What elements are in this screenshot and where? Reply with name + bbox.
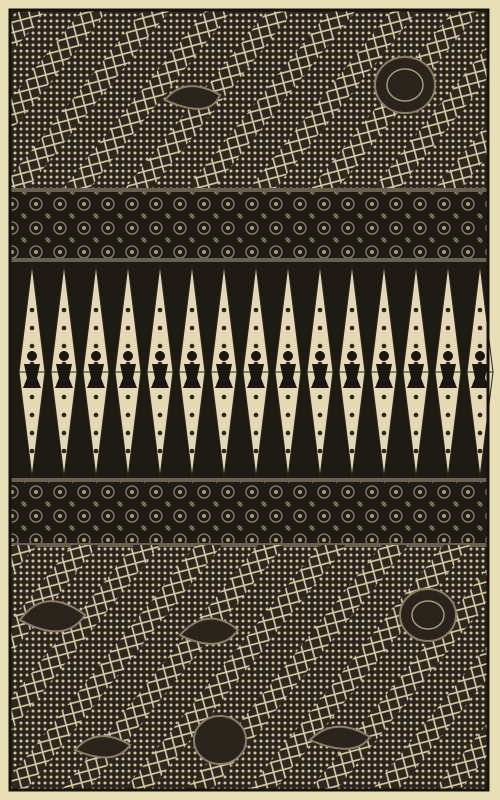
spear-dot: [254, 395, 259, 400]
spear-dot: [190, 413, 195, 418]
disc-motif: [194, 716, 246, 764]
spear-dot: [190, 449, 195, 454]
spear-dot: [446, 344, 451, 349]
spear-dot: [94, 344, 99, 349]
spear-dot: [190, 308, 195, 313]
spear-dot: [222, 431, 227, 436]
spear-dot: [414, 326, 419, 331]
spear-dot: [190, 395, 195, 400]
spear-dot: [222, 344, 227, 349]
spear-dot: [382, 395, 387, 400]
spear-dot: [126, 395, 131, 400]
spear-dot: [254, 308, 259, 313]
spear-dot: [286, 326, 291, 331]
spear-dot: [446, 395, 451, 400]
spear-dot: [62, 326, 67, 331]
spear-dot: [286, 431, 291, 436]
spear-dot: [350, 344, 355, 349]
spear-dot: [478, 308, 483, 313]
spear-dot: [94, 431, 99, 436]
spear-dot: [318, 449, 323, 454]
spear-dot: [286, 395, 291, 400]
upper-band-border-lower: [10, 258, 488, 262]
spear-dot: [94, 413, 99, 418]
spear-dot: [126, 413, 131, 418]
spear-dot: [222, 413, 227, 418]
spear-dot: [190, 326, 195, 331]
spear-dot: [318, 431, 323, 436]
disc-motif: [375, 57, 435, 113]
spear-dot: [286, 413, 291, 418]
spear-dot: [126, 449, 131, 454]
spear-dot: [62, 413, 67, 418]
spear-dot: [62, 395, 67, 400]
spear-dot: [254, 449, 259, 454]
upper-band-border: [10, 188, 488, 192]
spear-dot: [30, 449, 35, 454]
spear-dot: [350, 431, 355, 436]
spear-dot: [30, 326, 35, 331]
spear-dot: [350, 413, 355, 418]
spear-dot: [254, 326, 259, 331]
spear-dot: [382, 449, 387, 454]
spear-dot: [318, 413, 323, 418]
spear-dot: [286, 344, 291, 349]
spear-dot: [382, 344, 387, 349]
spear-dot: [158, 344, 163, 349]
spear-dot: [446, 308, 451, 313]
spear-dot: [478, 344, 483, 349]
spear-dot: [446, 431, 451, 436]
spear-dot: [478, 413, 483, 418]
spear-dot: [222, 395, 227, 400]
spear-dot: [478, 395, 483, 400]
spear-dot: [62, 449, 67, 454]
spear-dot: [30, 413, 35, 418]
spear-dot: [318, 344, 323, 349]
spear-dot: [62, 308, 67, 313]
spear-dot: [446, 449, 451, 454]
spear-dot: [350, 308, 355, 313]
spear-dot: [62, 431, 67, 436]
spear-dot: [254, 431, 259, 436]
spear-dot: [190, 344, 195, 349]
spear-dot: [126, 308, 131, 313]
figure-motifs: [23, 351, 489, 388]
spear-dot: [190, 431, 195, 436]
spear-dot: [414, 308, 419, 313]
lower-band-border: [10, 478, 488, 482]
spear-dot: [222, 326, 227, 331]
spear-dot: [414, 431, 419, 436]
spear-dot: [62, 344, 67, 349]
spear-dot: [286, 449, 291, 454]
spear-dot: [254, 413, 259, 418]
spear-dot: [222, 449, 227, 454]
spear-dot: [158, 431, 163, 436]
spear-dot: [158, 413, 163, 418]
lower-floral-band: [10, 480, 488, 545]
spear-dot: [318, 308, 323, 313]
spear-dot: [30, 344, 35, 349]
spear-dot: [414, 344, 419, 349]
spear-dot: [254, 344, 259, 349]
spear-dot: [94, 395, 99, 400]
spear-dot: [414, 413, 419, 418]
spear-dot: [382, 413, 387, 418]
spear-dot: [350, 326, 355, 331]
spear-dot: [318, 326, 323, 331]
spear-dot: [478, 326, 483, 331]
spear-dot: [94, 449, 99, 454]
spear-dot: [446, 326, 451, 331]
spear-dot: [94, 326, 99, 331]
spear-dot: [350, 395, 355, 400]
spear-dot: [318, 395, 323, 400]
spear-dot: [478, 449, 483, 454]
spear-dot: [382, 326, 387, 331]
spear-dot: [158, 326, 163, 331]
spear-dot: [382, 431, 387, 436]
spear-dot: [478, 431, 483, 436]
spear-dot: [350, 449, 355, 454]
spear-dot: [126, 326, 131, 331]
spear-dot: [382, 308, 387, 313]
spear-dot: [158, 449, 163, 454]
spear-dot: [446, 413, 451, 418]
spear-dot: [414, 449, 419, 454]
spear-dot: [30, 308, 35, 313]
spear-dot: [414, 395, 419, 400]
spear-dot: [30, 395, 35, 400]
upper-floral-band: [10, 190, 488, 262]
spear-dot: [94, 308, 99, 313]
spear-dot: [158, 395, 163, 400]
disc-motif: [400, 589, 456, 641]
spear-dot: [126, 431, 131, 436]
spear-dot: [30, 431, 35, 436]
spear-dot: [126, 344, 131, 349]
spear-dot: [222, 308, 227, 313]
spear-dot: [158, 308, 163, 313]
spear-dot: [286, 308, 291, 313]
